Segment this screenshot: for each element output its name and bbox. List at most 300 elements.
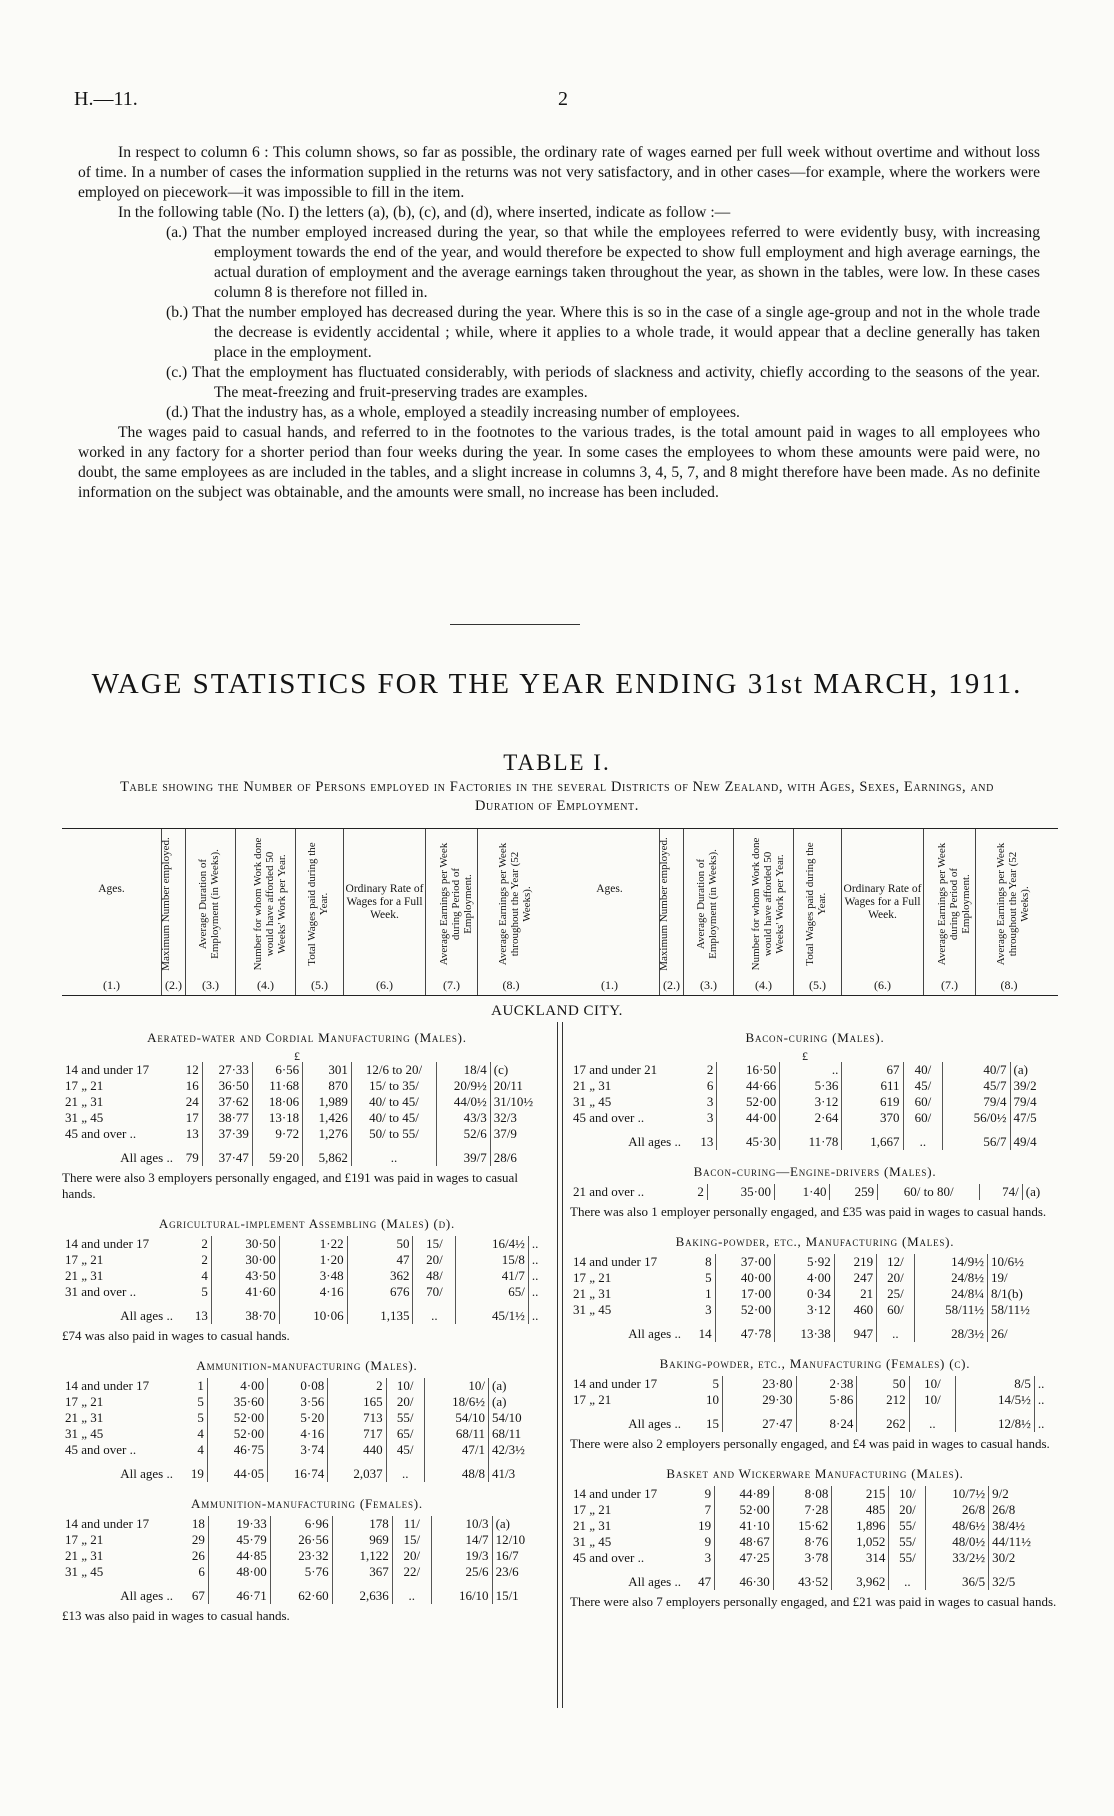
column-heading (976, 829, 1042, 995)
table-cell: 38·70 (211, 1300, 279, 1324)
table-cell: 44·89 (715, 1486, 774, 1502)
table-cell: 14 and under 17 (573, 1486, 658, 1501)
data-table (570, 1486, 1060, 1590)
table-cell: 68/11 (424, 1426, 488, 1442)
table-cell: 17 and under 21 (573, 1062, 658, 1077)
table-cell: 37·62 (202, 1094, 252, 1110)
table-cell: 45/1½ (456, 1300, 528, 1324)
table-cell: 44·66 (717, 1078, 780, 1094)
total-row (62, 1458, 552, 1482)
column-heading (186, 829, 236, 995)
table-cell: 17 „ 21 (65, 1078, 104, 1093)
data-table (570, 1376, 1060, 1432)
table-cell: 35·00 (707, 1184, 774, 1200)
table-cell: 47·78 (715, 1318, 775, 1342)
table-cell: 56/0½ (943, 1110, 1010, 1126)
table-cell: (a) (495, 1516, 510, 1531)
table-cell: 44·05 (207, 1458, 267, 1482)
table-cell: 37·47 (202, 1142, 252, 1166)
column-heading (657, 829, 684, 995)
table-cell: 47 (347, 1252, 413, 1268)
table-cell: 17 „ 21 (65, 1252, 104, 1267)
table-cell: 55/ (386, 1410, 424, 1426)
table-cell: 31 „ 45 (573, 1302, 612, 1317)
table-cell: 485 (832, 1502, 889, 1518)
table-cell: 16/7 (495, 1548, 519, 1563)
column-heading (560, 829, 660, 995)
table-cell: 49/4 (1013, 1134, 1037, 1149)
column-number: (7.) (941, 978, 958, 992)
table-cell: 15·62 (773, 1518, 832, 1534)
footnote: There was also 1 employer personally engaged, and £35 was paid in wages to casual hands. (570, 1204, 1047, 1219)
table-cell: 79/4 (1013, 1094, 1037, 1109)
column-heading (478, 829, 544, 995)
table-cell: 30·50 (211, 1236, 279, 1252)
table-cell: 18 (176, 1516, 208, 1532)
table-cell: 21 and over .. (573, 1184, 645, 1199)
total-row (570, 1126, 1060, 1150)
table-cell: 17 „ 21 (573, 1270, 612, 1285)
trade-block (570, 1234, 1060, 1342)
table-cell: 31 „ 45 (573, 1094, 612, 1109)
table-cell: 25/6 (431, 1564, 492, 1580)
column-number: (3.) (202, 978, 219, 992)
table-cell: 20/11 (493, 1078, 523, 1093)
table-cell: 3 (684, 1110, 717, 1126)
trade-title: Aerated-water and Cordial Manufacturing (Males). (147, 1030, 467, 1045)
column-heading-label: Ages. (596, 883, 623, 895)
table-row (570, 1518, 1060, 1534)
table-cell: 55/ (889, 1534, 926, 1550)
trade-title: Basket and Wickerware Manufacturing (Males). (666, 1466, 964, 1481)
table-cell: 12/8½ (956, 1408, 1035, 1432)
table-cell: 215 (832, 1486, 889, 1502)
table-cell: 13 (684, 1126, 717, 1150)
table-cell: 28/3½ (914, 1318, 987, 1342)
table-cell: 3 (684, 1302, 715, 1318)
table-cell: 30/2 (992, 1550, 1016, 1565)
trade-title: Agricultural-implement Assembling (Males) (d). (158, 1216, 456, 1231)
table-cell: 6 (176, 1564, 208, 1580)
table-cell: 70/ (413, 1284, 456, 1300)
table-cell: 31 „ 45 (65, 1426, 104, 1441)
table-cell: 9 (684, 1534, 715, 1550)
table-cell: 40/ to 45/ (351, 1094, 436, 1110)
table-cell: 14 and under 17 (573, 1376, 658, 1391)
intro-text (78, 143, 1040, 503)
table-cell: 9·72 (252, 1126, 302, 1142)
trade-block (570, 1164, 1060, 1220)
table-cell: 3·12 (775, 1302, 835, 1318)
table-cell: 13·18 (252, 1110, 302, 1126)
total-row (62, 1300, 552, 1324)
table-cell: 10/ (909, 1392, 956, 1408)
table-cell: 18/4 (437, 1062, 491, 1078)
table-cell: 9/2 (992, 1486, 1009, 1501)
table-row (62, 1078, 552, 1094)
table-row (62, 1268, 552, 1284)
table-cell: 17 „ 21 (573, 1392, 612, 1407)
table-cell: 14/7 (431, 1532, 492, 1548)
table-cell: 29·30 (722, 1392, 796, 1408)
table-cell: All ages .. (628, 1416, 681, 1431)
table-row (62, 1394, 552, 1410)
data-table (62, 1236, 552, 1324)
table-cell: 20/9½ (437, 1078, 491, 1094)
table-caption: Table showing the Number of Persons employed in Factories in the several Districts of New Zealand, with Ages, Sexes, Earnings, and Duration of Employment. (120, 779, 994, 814)
table-cell: 44·00 (717, 1110, 780, 1126)
table-cell: 27·33 (202, 1062, 252, 1078)
table-cell: 62·60 (270, 1580, 332, 1604)
table-cell: 2,037 (328, 1458, 386, 1482)
page-number: 2 (558, 88, 568, 110)
right-column (570, 1030, 1060, 1624)
table-cell: 8·08 (773, 1486, 832, 1502)
table-cell: 259 (830, 1184, 878, 1200)
table-row (570, 1062, 1060, 1078)
column-separator (557, 1022, 563, 1708)
intro-item-b: (b.) That the number employed has decreased during the year. Where this is so in the case of a single age-group and not in the whole trade the decrease is evidently accidental ; while, where it applies to a whole trade, it would appear that a decline generally has taken place in the employment. (166, 304, 1040, 361)
table-cell: 16 (176, 1078, 202, 1094)
table-cell: 14/9½ (914, 1254, 987, 1270)
table-cell: 3·12 (780, 1094, 842, 1110)
table-cell: 15/ (392, 1532, 431, 1548)
table-cell: 1·22 (279, 1236, 347, 1252)
table-cell: 5·36 (780, 1078, 842, 1094)
table-cell: 50 (857, 1376, 909, 1392)
column-number: (7.) (443, 978, 460, 992)
table-cell: 40/ to 45/ (351, 1110, 436, 1126)
table-cell: 79/4 (943, 1094, 1010, 1110)
column-heading (344, 829, 426, 995)
table-cell: 5 (176, 1410, 207, 1426)
table-cell: 4·16 (279, 1284, 347, 1300)
table-cell: 676 (347, 1284, 413, 1300)
table-cell: 31 „ 45 (65, 1564, 104, 1579)
table-cell: 6·96 (270, 1516, 332, 1532)
table-cell: 38/4½ (992, 1518, 1025, 1533)
table-cell: 5·92 (775, 1254, 835, 1270)
column-number: (8.) (502, 978, 520, 992)
table-row (62, 1442, 552, 1458)
total-row (570, 1408, 1060, 1432)
table-cell: 4 (176, 1268, 211, 1284)
table-row (62, 1284, 552, 1300)
table-cell: 2,636 (332, 1580, 392, 1604)
table-cell: 870 (303, 1078, 352, 1094)
table-cell: 7 (684, 1502, 715, 1518)
table-cell: 31 „ 45 (573, 1534, 612, 1549)
table-cell: .. (1037, 1416, 1045, 1431)
table-cell: 52·00 (207, 1426, 267, 1442)
column-heading (734, 829, 794, 995)
data-table (62, 1062, 552, 1166)
table-row (570, 1376, 1060, 1392)
table-cell: 21 „ 31 (65, 1548, 104, 1563)
column-headings (62, 828, 1058, 996)
table-cell: 46·71 (208, 1580, 270, 1604)
table-cell: .. (413, 1300, 456, 1324)
table-cell: 60/ (903, 1110, 943, 1126)
table-cell: All ages .. (628, 1134, 681, 1149)
table-cell: 16/4½ (456, 1236, 528, 1252)
table-cell: 26/ (991, 1326, 1008, 1341)
table-cell: 4·00 (207, 1378, 267, 1394)
table-cell: All ages .. (120, 1150, 173, 1165)
table-title: TABLE I. (503, 750, 611, 775)
table-cell: 39/2 (1013, 1078, 1037, 1093)
table-cell: 28/6 (493, 1150, 517, 1165)
column-heading-label: Average Earnings per Week throughout the Year (52 Weeks). (497, 842, 533, 966)
column-heading-label: Total Wages paid during the Year. (305, 842, 330, 966)
table-row (62, 1516, 552, 1532)
table-cell: 46·75 (207, 1442, 267, 1458)
table-cell: 10/6½ (991, 1254, 1024, 1269)
table-cell: 3,962 (832, 1566, 889, 1590)
table-cell: 52/6 (437, 1126, 491, 1142)
table-cell: 2 (684, 1062, 717, 1078)
column-heading-label: Ages. (98, 883, 125, 895)
table-row (62, 1378, 552, 1394)
table-cell: 48/6½ (926, 1518, 989, 1534)
trade-block (62, 1496, 552, 1624)
table-cell: .. (1037, 1392, 1045, 1407)
table-cell: 39/7 (437, 1142, 491, 1166)
table-cell: 17 „ 21 (65, 1394, 104, 1409)
table-row (570, 1254, 1060, 1270)
table-cell: 4·00 (775, 1270, 835, 1286)
table-cell: 8·76 (773, 1534, 832, 1550)
table-cell: 219 (834, 1254, 876, 1270)
footnote: £74 was also paid in wages to casual hands. (62, 1328, 290, 1343)
table-cell: 314 (832, 1550, 889, 1566)
intro-item-c: (c.) That the employment has fluctuated considerably, with periods of slackness and activity, chiefly according to the seasons of the year. The meat-freezing and fruit-preserving trades are examples. (166, 364, 1040, 401)
table-cell: 23/6 (495, 1564, 519, 1579)
table-row (570, 1534, 1060, 1550)
table-cell: 37·00 (715, 1254, 775, 1270)
column-heading (842, 829, 924, 995)
table-cell: 40/ (903, 1062, 943, 1078)
table-row (570, 1110, 1060, 1126)
table-cell: 15/8 (456, 1252, 528, 1268)
table-cell: 14 and under 17 (65, 1378, 150, 1393)
table-cell: 68/11 (491, 1426, 522, 1441)
table-cell: 19 (684, 1518, 715, 1534)
trade-block (570, 1030, 1060, 1150)
table-cell: 14 and under 17 (65, 1236, 150, 1251)
table-cell: 17 (176, 1110, 202, 1126)
column-heading (794, 829, 842, 995)
table-cell: 5·86 (796, 1392, 857, 1408)
table-cell: 13 (176, 1300, 211, 1324)
table-cell: 74/ (980, 1184, 1022, 1200)
column-number: (4.) (257, 978, 274, 992)
trade-block (62, 1358, 552, 1482)
table-cell: 9 (684, 1486, 715, 1502)
table-cell: 3·74 (268, 1442, 328, 1458)
table-cell: 29 (176, 1532, 208, 1548)
table-cell: 16·50 (717, 1062, 780, 1078)
table-cell: 15 (684, 1408, 722, 1432)
table-cell: 14 and under 17 (65, 1516, 150, 1531)
table-cell: 48·00 (208, 1564, 270, 1580)
table-cell: 12/10 (495, 1532, 526, 1547)
table-cell: 5,862 (303, 1142, 352, 1166)
intro-paragraph-2: In the following table (No. I) the letters (a), (b), (c), and (d), where inserted, indicate as follow :— (118, 204, 731, 221)
table-cell: 54/10 (491, 1410, 522, 1425)
table-row (62, 1062, 552, 1078)
trade-block (62, 1030, 552, 1202)
table-cell: 43·52 (773, 1566, 832, 1590)
table-cell: 178 (332, 1516, 392, 1532)
table-cell: 7·28 (773, 1502, 832, 1518)
table-cell: All ages .. (628, 1574, 681, 1589)
table-cell: 15/1 (495, 1588, 519, 1603)
table-row (62, 1252, 552, 1268)
total-row (62, 1580, 552, 1604)
table-cell: 26·56 (270, 1532, 332, 1548)
column-heading-label: Ordinary Rate of Wages for a Full Week. (843, 883, 922, 921)
table-row (570, 1078, 1060, 1094)
column-number: (2.) (663, 978, 680, 992)
table-cell: 42/3½ (491, 1442, 525, 1457)
table-cell: 4·16 (268, 1426, 328, 1442)
table-row (62, 1532, 552, 1548)
table-cell: 15/ to 35/ (351, 1078, 436, 1094)
table-cell: 41/3 (491, 1466, 516, 1481)
table-cell: 262 (857, 1408, 909, 1432)
table-cell: 3·48 (279, 1268, 347, 1284)
table-cell: 1,135 (347, 1300, 413, 1324)
table-cell: 2·64 (780, 1110, 842, 1126)
table-cell: 1,052 (832, 1534, 889, 1550)
table-cell: 48/ (413, 1268, 456, 1284)
column-heading-label: Average Earnings per Week during Period of Employment. (935, 842, 972, 966)
trade-block (570, 1466, 1060, 1610)
table-cell: 41/7 (456, 1268, 528, 1284)
table-cell: 25/ (877, 1286, 915, 1302)
table-cell: 10/ (909, 1376, 956, 1392)
table-cell: 1·40 (775, 1184, 830, 1200)
table-cell: 60/ (877, 1302, 915, 1318)
intro-item-d: (d.) That the industry has, as a whole, employed a steadily increasing number of employees. (166, 404, 740, 421)
table-cell: 0·08 (268, 1378, 328, 1394)
table-cell: 16·74 (268, 1458, 328, 1482)
table-cell: 41·10 (715, 1518, 774, 1534)
table-cell: 20/ (392, 1548, 431, 1564)
pound-sign: £ (294, 1049, 300, 1063)
table-cell: 60/ (903, 1094, 943, 1110)
column-headings-right (560, 829, 1058, 995)
table-cell: 22/ (392, 1564, 431, 1580)
column-heading-label: Total Wages paid during the Year. (803, 842, 828, 966)
table-cell: 3 (684, 1550, 715, 1566)
column-headings-left (62, 829, 560, 995)
table-cell: 1 (176, 1378, 207, 1394)
table-cell: 48·67 (715, 1534, 774, 1550)
table-cell: .. (392, 1580, 431, 1604)
table-cell: 247 (834, 1270, 876, 1286)
table-cell: 45/ (903, 1078, 943, 1094)
table-cell: 60/ to 80/ (878, 1184, 980, 1200)
table-cell: .. (531, 1252, 539, 1267)
table-cell: (a) (491, 1378, 507, 1393)
table-cell: 19/ (991, 1270, 1008, 1285)
table-cell: 611 (842, 1078, 903, 1094)
table-cell: 37/9 (493, 1126, 517, 1141)
table-cell: 440 (328, 1442, 386, 1458)
table-cell: .. (531, 1268, 539, 1283)
table-cell: 44/0½ (437, 1094, 491, 1110)
table-cell: (a) (1025, 1184, 1041, 1199)
column-number: (8.) (1000, 978, 1018, 992)
document-reference: H.—11. (74, 88, 138, 110)
table-cell: 21 „ 31 (573, 1078, 612, 1093)
table-cell: 31/10½ (493, 1094, 534, 1109)
data-table (62, 1378, 552, 1482)
column-number: (6.) (874, 978, 891, 992)
table-cell: 26/8 (926, 1502, 989, 1518)
table-cell: 33/2½ (926, 1550, 989, 1566)
data-table (570, 1254, 1060, 1342)
column-heading (236, 829, 296, 995)
table-cell: 26 (176, 1548, 208, 1564)
table-cell: 17 „ 21 (573, 1502, 612, 1517)
table-cell: 55/ (889, 1518, 926, 1534)
table-cell: 55/ (889, 1550, 926, 1566)
table-cell: 45 and over .. (573, 1110, 645, 1125)
table-cell: 43/3 (437, 1110, 491, 1126)
table-cell: 46·30 (715, 1566, 774, 1590)
table-cell: 13 (176, 1126, 202, 1142)
table-cell: .. (877, 1318, 915, 1342)
column-heading-label: Average Duration of Employment (in Weeks). (694, 849, 719, 959)
table-cell: 619 (842, 1094, 903, 1110)
table-cell: 58/11½ (914, 1302, 987, 1318)
table-cell: 21 „ 31 (65, 1410, 104, 1425)
table-cell: 58/11½ (991, 1302, 1030, 1317)
table-cell: 20/ (889, 1502, 926, 1518)
total-row (62, 1142, 552, 1166)
intro-paragraph-1: In respect to column 6 : This column shows, so far as possible, the ordinary rate of wages earned per full week without overtime and without loss of time. In a number of cases the information supplied in the returns was not very satisfactory, and in other cases—for example, where the workers were employed on piecework—it was impossible to fill in the item. (78, 144, 1040, 201)
table-cell: 1,896 (832, 1518, 889, 1534)
table-row (62, 1110, 552, 1126)
table-cell: 0·34 (775, 1286, 835, 1302)
table-cell: 19·33 (208, 1516, 270, 1532)
table-cell: 14 and under 17 (65, 1062, 150, 1077)
table-cell: 11·68 (252, 1078, 302, 1094)
table-cell: 18·06 (252, 1094, 302, 1110)
table-cell: 41·60 (211, 1284, 279, 1300)
table-cell: 47 (684, 1566, 715, 1590)
trade-block (62, 1216, 552, 1344)
footnote: £13 was also paid in wages to casual hands. (62, 1608, 290, 1623)
table-cell: 21 „ 31 (65, 1268, 104, 1283)
column-heading (62, 829, 162, 995)
table-cell: 21 „ 31 (573, 1286, 612, 1301)
table-cell: (a) (491, 1394, 507, 1409)
table-row (570, 1302, 1060, 1318)
table-cell: 11·78 (780, 1126, 842, 1150)
table-cell: 38·77 (202, 1110, 252, 1126)
table-cell: All ages .. (120, 1466, 173, 1481)
column-heading (924, 829, 976, 995)
table-cell: 45·30 (717, 1126, 780, 1150)
table-cell: 4 (176, 1442, 207, 1458)
data-table (62, 1516, 552, 1604)
table-cell: .. (1037, 1376, 1045, 1391)
table-cell: 52·00 (717, 1094, 780, 1110)
